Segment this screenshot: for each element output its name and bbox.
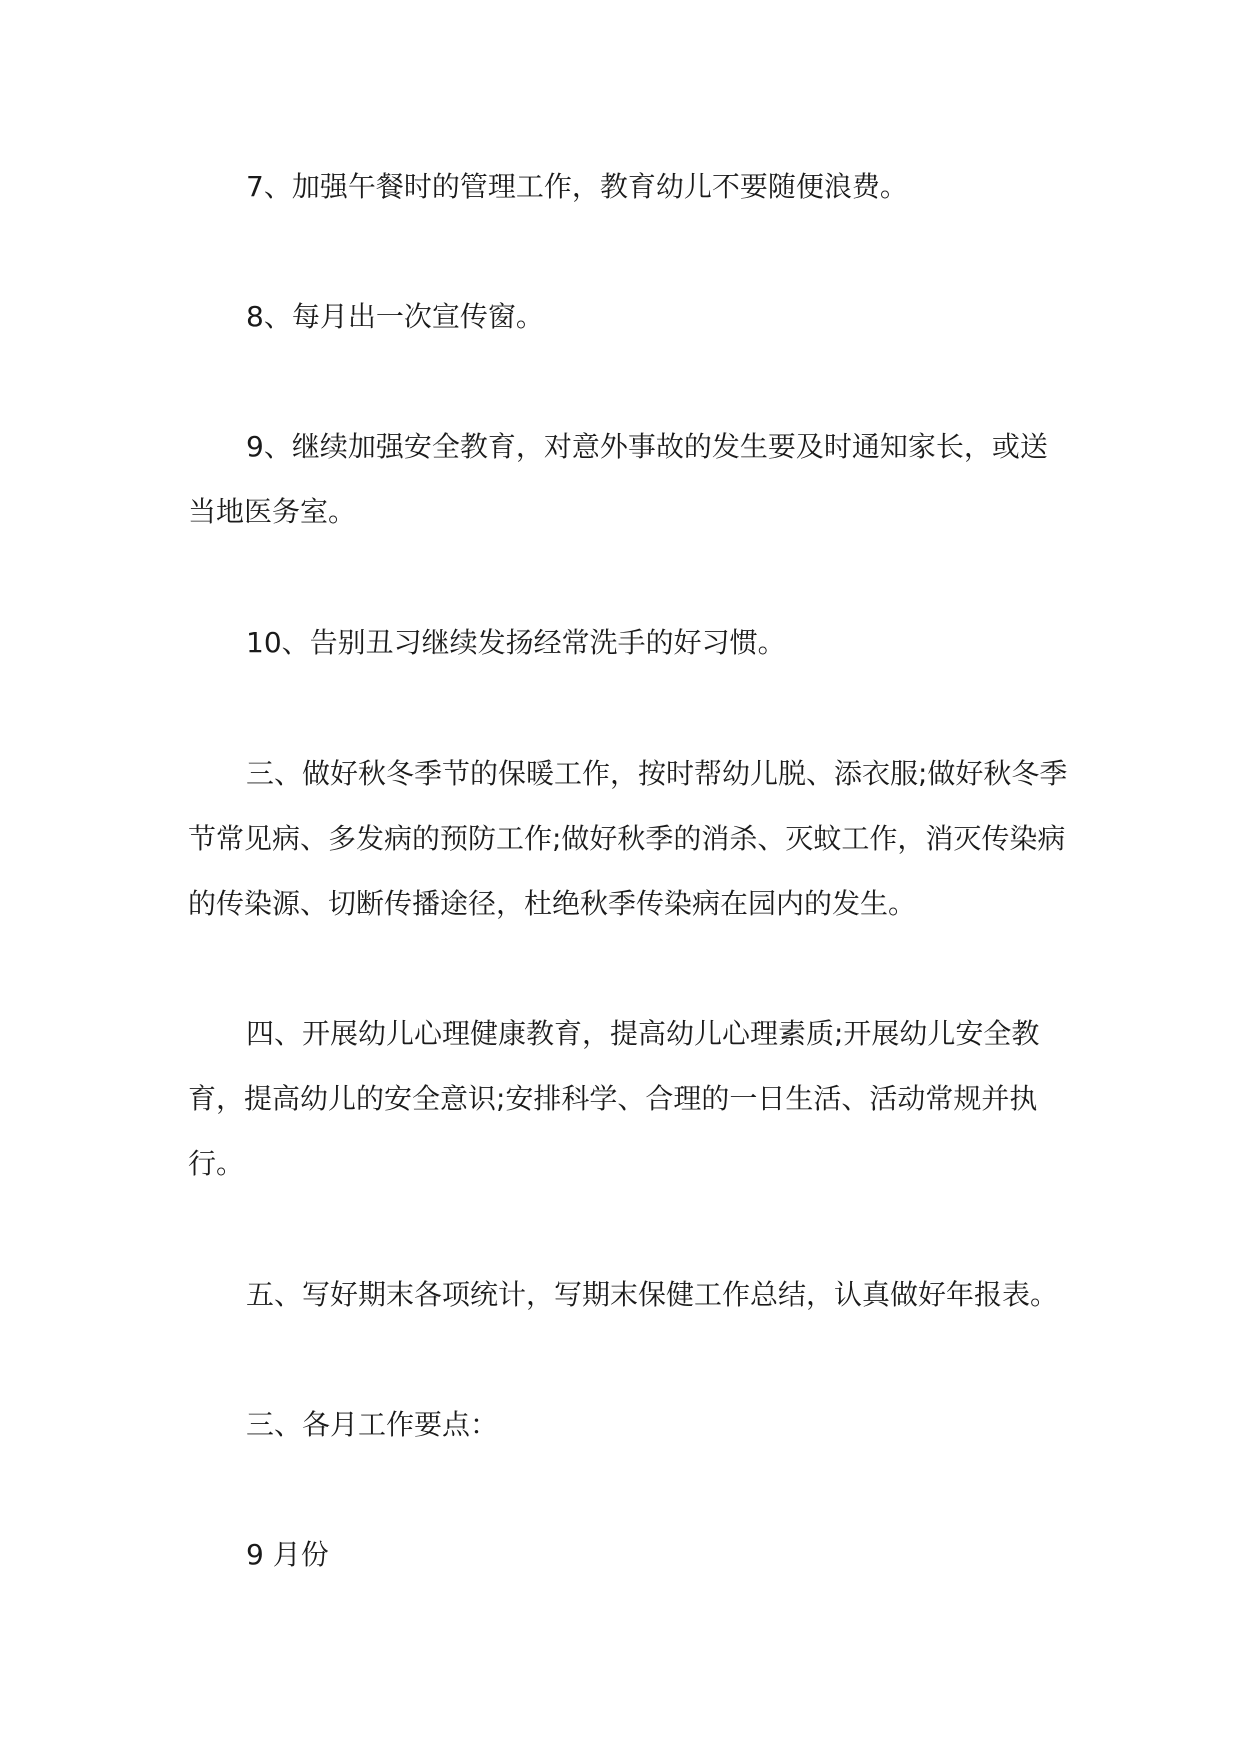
paragraph-section-5-statistics: 五、写好期末各项统计，写期末保健工作总结，认真做好年报表。	[246, 1278, 1059, 1311]
month-heading-september: 9 月份	[246, 1538, 329, 1571]
section-heading-monthly-points: 三、各月工作要点：	[246, 1408, 499, 1441]
paragraph-section-4-mental-health: 四、开展幼儿心理健康教育，提高幼儿心理素质;开展幼儿安全教育，提高幼儿的安全意识;安排科学、合理的一日生活、活动常规并执行。	[188, 1017, 1040, 1180]
paragraph-item-10: 10、告别丑习继续发扬经常洗手的好习惯。	[246, 626, 786, 659]
paragraph-item-9: 9、继续加强安全教育，对意外事故的发生要及时通知家长，或送当地医务室。	[188, 430, 1048, 528]
paragraph-section-3-autumn-winter: 三、做好秋冬季节的保暖工作，按时帮幼儿脱、添衣服;做好秋冬季节常见病、多发病的预防工作;做好秋季的消杀、灭蚊工作，消灭传染病的传染源、切断传播途径，杜绝秋季传染病在园内的发生。	[188, 757, 1068, 920]
paragraph-item-8: 8、每月出一次宣传窗。	[246, 300, 544, 333]
paragraph-item-7: 7、加强午餐时的管理工作，教育幼儿不要随便浪费。	[246, 170, 908, 203]
